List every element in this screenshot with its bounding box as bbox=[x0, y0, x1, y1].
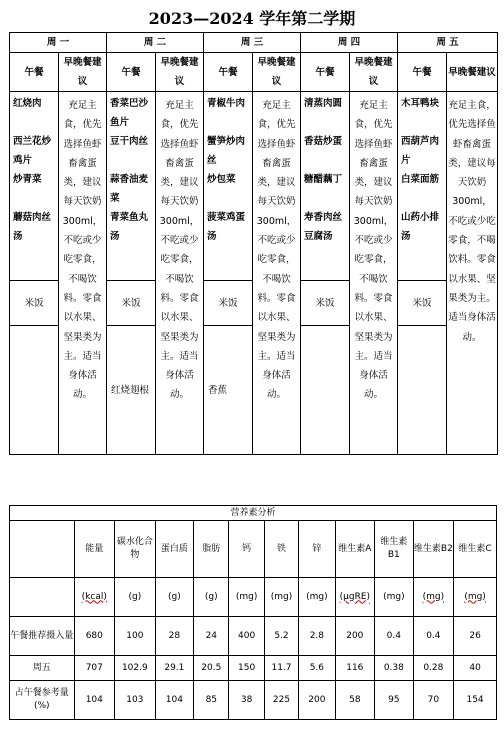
day-header-thu: 周 四 bbox=[301, 33, 398, 53]
row-label: 午餐推荐摄入量 bbox=[10, 617, 75, 656]
value-cell: 104 bbox=[155, 681, 193, 720]
value-cell: 40 bbox=[454, 656, 497, 681]
row-label: 占午餐参考量(%) bbox=[10, 681, 75, 720]
value-cell: 5.2 bbox=[264, 617, 298, 656]
unit-cell bbox=[335, 578, 375, 617]
advice-header: 早晚餐建议 bbox=[350, 53, 398, 92]
unit-cell bbox=[299, 578, 335, 617]
unit-label: (mg) bbox=[422, 591, 445, 602]
rice-thu: 米饭 bbox=[301, 281, 350, 326]
lunch-dishes-wed bbox=[204, 92, 253, 281]
nutrition-title: 营养素分析 bbox=[10, 506, 497, 521]
dish-item: 蘑菇肉丝汤 bbox=[13, 212, 52, 242]
nutrient-header: 维生素B1 bbox=[375, 521, 413, 578]
nutrient-header: 铁 bbox=[264, 521, 298, 578]
unit-label: (g) bbox=[128, 591, 142, 602]
rice-wed: 米饭 bbox=[204, 281, 253, 326]
unit-label: (kcal) bbox=[81, 591, 107, 602]
dish-item: 蟹笋炒肉丝 bbox=[207, 136, 246, 166]
value-cell: 20.5 bbox=[194, 656, 229, 681]
unit-label: (mg) bbox=[383, 591, 405, 602]
extra-tue: 红烧翅根 bbox=[107, 326, 156, 455]
extra-mon bbox=[10, 326, 59, 455]
advice-header: 早晚餐建议 bbox=[156, 53, 204, 92]
unit-label: (mg) bbox=[306, 591, 328, 602]
value-cell: 707 bbox=[74, 656, 115, 681]
lunch-dishes-thu bbox=[301, 92, 350, 281]
value-cell: 5.6 bbox=[299, 656, 335, 681]
value-cell: 0.28 bbox=[413, 656, 454, 681]
value-cell: 2.8 bbox=[299, 617, 335, 656]
value-cell: 38 bbox=[229, 681, 264, 720]
dish-item: 香菜巴沙鱼片 bbox=[110, 98, 149, 128]
extra-fri bbox=[398, 326, 447, 455]
value-cell: 150 bbox=[229, 656, 264, 681]
unit-label: (mg) bbox=[464, 591, 486, 602]
unit-blank bbox=[10, 578, 75, 617]
dish-item: 寿香肉丝豆腐汤 bbox=[304, 212, 343, 242]
value-cell: 0.4 bbox=[375, 617, 413, 656]
value-cell: 104 bbox=[74, 681, 115, 720]
nutrient-header: 维生素B2 bbox=[413, 521, 454, 578]
rice-fri: 米饭 bbox=[398, 281, 447, 326]
unit-label: (g) bbox=[204, 591, 218, 602]
nutrient-header: 能量 bbox=[74, 521, 115, 578]
nutrient-header: 脂肪 bbox=[194, 521, 229, 578]
advice-mon: 充足主食，优先选择鱼虾畜禽蛋类，建议每天饮奶300ml，不吃或少吃零食，不喝饮料。零食以水果、坚果类为主。适当身体活动。 bbox=[59, 92, 107, 455]
rice-tue: 米饭 bbox=[107, 281, 156, 326]
day-header-mon: 周 一 bbox=[10, 33, 107, 53]
dish-item: 清蒸肉圆 bbox=[304, 98, 343, 109]
unit-label: (mg) bbox=[235, 591, 258, 602]
advice-header: 早晚餐建议 bbox=[253, 53, 301, 92]
advice-header: 早晚餐建议 bbox=[59, 53, 107, 92]
weekly-menu-table bbox=[9, 32, 498, 455]
value-cell: 28 bbox=[155, 617, 193, 656]
dish-item: 白菜面筋 bbox=[401, 174, 440, 185]
value-cell: 11.7 bbox=[264, 656, 298, 681]
lunch-dishes-tue bbox=[107, 92, 156, 281]
value-cell: 0.38 bbox=[375, 656, 413, 681]
nutrient-header: 维生素C bbox=[454, 521, 497, 578]
dish-item: 豆干肉丝 bbox=[110, 136, 149, 147]
nutrition-table bbox=[9, 505, 497, 720]
dish-item: 炒青菜 bbox=[13, 174, 42, 185]
value-cell: 102.9 bbox=[115, 656, 156, 681]
unit-cell bbox=[115, 578, 156, 617]
dish-item: 西兰花炒鸡片 bbox=[13, 136, 52, 166]
lunch-header: 午餐 bbox=[398, 53, 447, 92]
advice-wed: 充足主食，优先选择鱼虾畜禽蛋类，建议每天饮奶300ml，不吃或少吃零食，不喝饮料。零食以水果、坚果类为主。适当身体活动。 bbox=[253, 92, 301, 455]
value-cell: 200 bbox=[335, 617, 375, 656]
day-header-tue: 周 二 bbox=[107, 33, 204, 53]
dish-item: 木耳鸭块 bbox=[401, 98, 440, 109]
lunch-header: 午餐 bbox=[10, 53, 59, 92]
value-cell: 103 bbox=[115, 681, 156, 720]
unit-cell bbox=[264, 578, 298, 617]
lunch-header: 午餐 bbox=[107, 53, 156, 92]
value-cell: 29.1 bbox=[155, 656, 193, 681]
value-cell: 95 bbox=[375, 681, 413, 720]
dish-item: 红烧肉 bbox=[13, 98, 42, 109]
dish-item: 炒包菜 bbox=[207, 174, 236, 185]
nutrient-header: 碳水化合物 bbox=[115, 521, 156, 578]
page-title: 2023—2024 学年第二学期 bbox=[148, 9, 356, 28]
unit-cell bbox=[229, 578, 264, 617]
day-header-fri: 周 五 bbox=[398, 33, 498, 53]
nutrient-header: 维生素A bbox=[335, 521, 375, 578]
lunch-dishes-mon bbox=[10, 92, 59, 281]
value-cell: 0.4 bbox=[413, 617, 454, 656]
unit-label: (mg) bbox=[270, 591, 293, 602]
value-cell: 400 bbox=[229, 617, 264, 656]
lunch-header: 午餐 bbox=[301, 53, 350, 92]
header-blank bbox=[10, 521, 75, 578]
day-header-wed: 周 三 bbox=[204, 33, 301, 53]
value-cell: 225 bbox=[264, 681, 298, 720]
dish-item: 青菜鱼丸汤 bbox=[110, 212, 149, 242]
lunch-dishes-fri bbox=[398, 92, 447, 281]
value-cell: 200 bbox=[299, 681, 335, 720]
rice-mon: 米饭 bbox=[10, 281, 59, 326]
extra-thu bbox=[301, 326, 350, 455]
row-label: 周五 bbox=[10, 656, 75, 681]
unit-cell bbox=[413, 578, 454, 617]
value-cell: 58 bbox=[335, 681, 375, 720]
value-cell: 100 bbox=[115, 617, 156, 656]
unit-cell bbox=[74, 578, 115, 617]
advice-fri: 充足主食，优先选择鱼虾畜禽蛋类，建议每天饮奶300ml，不吃或少吃零食，不喝饮料。零食以水果、坚果类为主。适当身体活动。 bbox=[447, 92, 498, 455]
value-cell: 26 bbox=[454, 617, 497, 656]
dish-item: 山药小排汤 bbox=[401, 212, 440, 242]
dish-item: 青椒牛肉 bbox=[207, 98, 246, 109]
value-cell: 24 bbox=[194, 617, 229, 656]
dish-item: 糖醋藕丁 bbox=[304, 174, 343, 185]
advice-header: 早晚餐建议 bbox=[447, 53, 498, 92]
unit-cell bbox=[194, 578, 229, 617]
unit-cell bbox=[375, 578, 413, 617]
unit-cell bbox=[155, 578, 193, 617]
nutrient-header: 钙 bbox=[229, 521, 264, 578]
value-cell: 680 bbox=[74, 617, 115, 656]
nutrient-header: 锌 bbox=[299, 521, 335, 578]
value-cell: 85 bbox=[194, 681, 229, 720]
dish-item: 西葫芦肉片 bbox=[401, 136, 440, 166]
value-cell: 116 bbox=[335, 656, 375, 681]
unit-cell bbox=[454, 578, 497, 617]
dish-item: 菠菜鸡蛋汤 bbox=[207, 212, 246, 242]
unit-label: (g) bbox=[167, 591, 181, 602]
nutrient-header: 蛋白质 bbox=[155, 521, 193, 578]
unit-label: (μgRE) bbox=[339, 591, 371, 602]
dish-item: 蒜香油麦菜 bbox=[110, 174, 149, 204]
advice-tue: 充足主食，优先选择鱼虾畜禽蛋类，建议每天饮奶300ml，不吃或少吃零食，不喝饮料。零食以水果、坚果类为主。适当身体活动。 bbox=[156, 92, 204, 455]
extra-wed: 香蕉 bbox=[204, 326, 253, 455]
advice-thu: 充足主食，优先选择鱼虾畜禽蛋类，建议每天饮奶300ml，不吃或少吃零食，不喝饮料。零食以水果、坚果类为主。适当身体活动。 bbox=[350, 92, 398, 455]
value-cell: 154 bbox=[454, 681, 497, 720]
dish-item: 香菇炒蛋 bbox=[304, 136, 343, 147]
lunch-header: 午餐 bbox=[204, 53, 253, 92]
value-cell: 70 bbox=[413, 681, 454, 720]
